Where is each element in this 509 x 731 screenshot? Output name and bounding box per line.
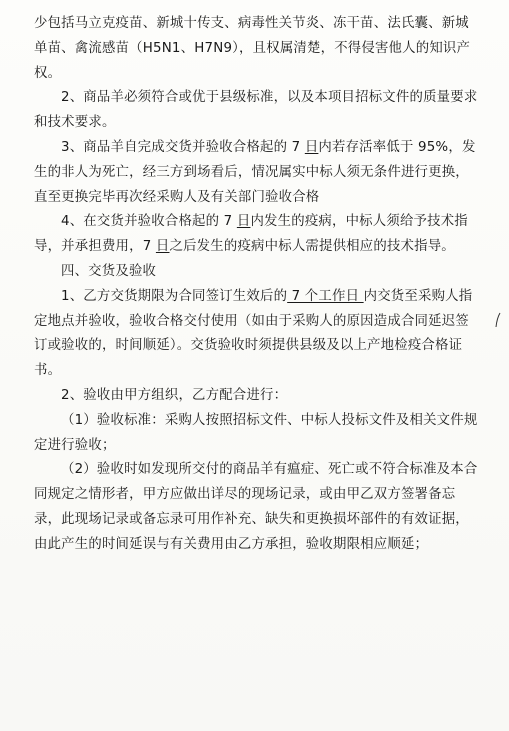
body-paragraph bbox=[34, 86, 480, 136]
underlined-text: 7 个工作日 bbox=[287, 288, 364, 304]
text-run: 2、验收由甲方组织，乙方配合进行： bbox=[61, 387, 288, 403]
margin-pen-mark bbox=[494, 312, 502, 328]
body-paragraph bbox=[34, 384, 480, 409]
underlined-text: 日 bbox=[155, 239, 170, 255]
text-run: 少包括马立克疫苗、新城十传支、病毒性关节炎、冻干苗、法氏囊、新城单苗、禽流感苗（H5N1、H7N9），且权属清楚，不得侵害他人的知识产权。 bbox=[34, 16, 471, 81]
underlined-text: 日 bbox=[236, 214, 251, 230]
text-run: （1）验收标准：采购人按照招标文件、中标人投标文件及相关文件规定进行验收； bbox=[34, 412, 478, 453]
body-paragraph bbox=[34, 12, 480, 86]
section-heading bbox=[34, 260, 480, 285]
text-run: 3、商品羊自完成交货并验收合格起的 7 bbox=[61, 139, 305, 155]
text-run: （2）验收时如发现所交付的商品羊有瘟症、死亡或不符合标准及本合同规定之情形者，甲方应做出详尽的现场记录，或由甲乙双方签署备忘录，此现场记录或备忘录可用作补充、缺失和更换损坏部件的有效证据，由此产生的时间延误与有关费用由乙方承担，验收期限相应顺延； bbox=[34, 462, 478, 552]
body-paragraph bbox=[34, 210, 480, 260]
body-paragraph bbox=[34, 409, 480, 459]
body-paragraph bbox=[34, 285, 480, 384]
text-run: 1、乙方交货期限为合同签订生效后的 bbox=[61, 288, 288, 304]
body-paragraph bbox=[34, 458, 480, 557]
text-run: 内若存活率低于 95%，发生的非人为死亡，经三方到场看后，情况属实中标人须无条件进行更换，直至更换完毕再次经采购人及有关部门验收合格 bbox=[34, 139, 476, 205]
text-run: 4、在交货并验收合格起的 7 bbox=[61, 214, 237, 230]
document-body bbox=[34, 12, 480, 558]
text-run: 四、交货及验收 bbox=[61, 263, 157, 279]
body-paragraph bbox=[34, 136, 480, 210]
text-run: 2、商品羊必须符合或优于县级标准，以及本项目招标文件的质量要求和技术要求。 bbox=[34, 90, 478, 131]
text-run: 之后发生的疫病中标人需提供相应的技术指导。 bbox=[169, 239, 455, 255]
text-run: 内交货至采购人指定地点并验收，验收合格交付使用（如由于采购人的原因造成合同延迟签订或验收的，时间顺延）。交货验收时须提供县级及以上产地检疫合格证书。 bbox=[34, 288, 473, 379]
underlined-text: 日 bbox=[304, 139, 319, 155]
text-run: 内发生的疫病，中标人须给予技术指导，并承担费用，7 bbox=[34, 214, 468, 255]
